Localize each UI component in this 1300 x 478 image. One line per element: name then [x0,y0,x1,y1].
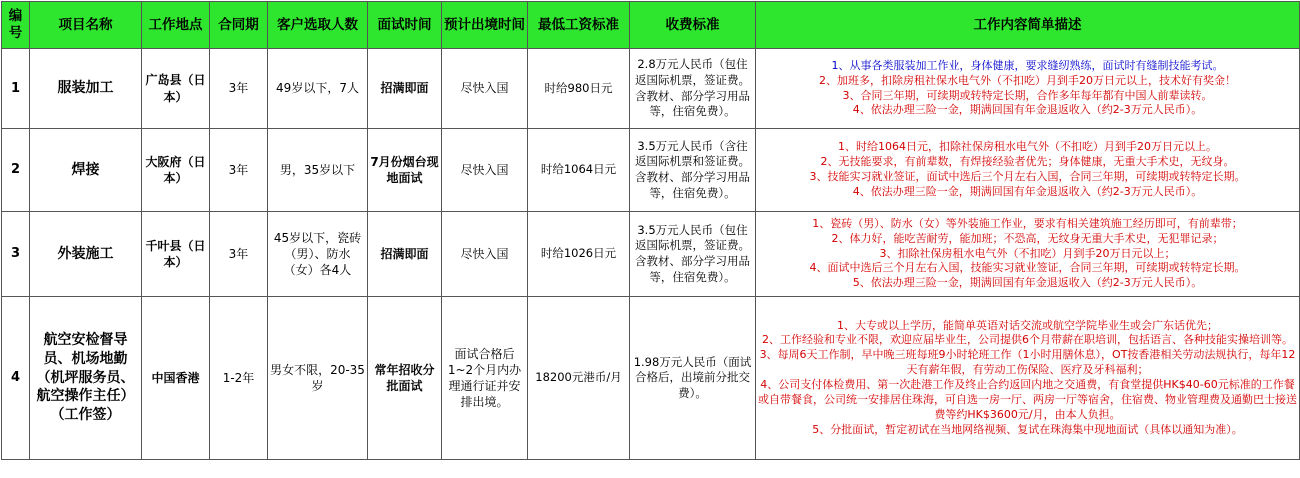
description-line: 3、技能实习就业签证，面试中选后三个月左右入国，合同三年期，可续期或转特定长期。 [809,170,1246,183]
description-line: 3、合同三年期，可续期或转特定长期，合作多年每年都有中国人前辈读转。 [842,88,1213,102]
description-line: 1、瓷砖（男）、防水（女）等外装施工作业，要求有相关建筑施工经历即可，有前辈带； [812,216,1243,230]
header-description: 工作内容简单描述 [756,2,1300,49]
description-line: 4、依法办理三险一金，期满回国有年金退返收入（约2-3万元人民币）。 [852,103,1203,117]
row-fee: 1.98万元人民币（面试合格后，出境前分批交费）。 [630,297,756,460]
description-line: 2、工作经验和专业不限，欢迎应届毕业生，公司提供6个月带薪在职培训，包括语言、各种技能实操培训等。 [762,333,1293,347]
row-description [756,297,1300,460]
row-no: 4 [2,297,30,460]
row-description [756,129,1300,212]
row-selection: 45岁以下，瓷砖（男）、防水（女）各4人 [268,212,368,297]
description-line: 3、扣除社保房租水电气外（不扣吃）月到手20万日元以上； [879,246,1176,260]
row-contract: 1-2年 [210,297,268,460]
row-selection: 49岁以下，7人 [268,49,368,129]
row-interview: 招满即面 [368,212,442,297]
description-line: 3、每周6天工作制，早中晚三班每班9小时轮班工作（1小时用膳休息），OT按香港相关劳动法规执行，每年12天有薪年假，有劳动工伤保险、医疗及牙科福利； [759,348,1296,377]
header-fee: 收费标准 [630,2,756,49]
row-selection: 男，35岁以下 [268,129,368,212]
table-row [2,297,1300,460]
row-departure: 尽快入国 [442,49,528,129]
header-row [2,2,1300,49]
row-project: 服装加工 [30,49,142,129]
table-row [2,212,1300,297]
row-wage: 时给980日元 [528,49,630,129]
row-project: 焊接 [30,129,142,212]
row-wage: 18200元港币/月 [528,297,630,460]
row-wage: 时给1064日元 [528,129,630,212]
row-contract: 3年 [210,49,268,129]
row-location: 千叶县（日本） [142,212,210,297]
row-departure: 尽快入国 [442,129,528,212]
row-contract: 3年 [210,212,268,297]
header-departure: 预计出境时间 [442,2,528,49]
row-interview: 7月份烟台现地面试 [368,129,442,212]
row-description [756,212,1300,297]
row-project: 外装施工 [30,212,142,297]
row-interview: 常年招收分批面试 [368,297,442,460]
header-contract: 合同期 [210,2,268,49]
row-interview: 招满即面 [368,49,442,129]
header-wage: 最低工资标准 [528,2,630,49]
description-line: 1、从事各类服装加工作业，身体健康，要求缝纫熟练，面试时有缝制技能考试。 [831,58,1224,72]
description-line: 5、分批面试，暂定初试在当地网络视频、复试在珠海集中现地面试（具体以通知为准）。 [812,422,1243,436]
row-project: 航空安检督导员、机场地勤（机坪服务员、航空操作主任）（工作签） [30,297,142,460]
row-description [756,49,1300,129]
row-location: 广岛县（日本） [142,49,210,129]
row-location: 中国香港 [142,297,210,460]
row-contract: 3年 [210,129,268,212]
description-line: 4、面试中选后三个月左右入国，技能实习就业签证，合同三年期，可续期或转特定长期。 [809,261,1246,275]
description-line: 2、体力好，能吃苦耐劳，能加班；不恐高，无纹身无重大手术史，无犯罪记录； [831,231,1224,245]
row-departure: 尽快入国 [442,212,528,297]
header-interview: 面试时间 [368,2,442,49]
header-no: 编号 [2,2,30,49]
header-selection: 客户选取人数 [268,2,368,49]
description-line: 4、依法办理三险一金，期满回国有年金退返收入（约2-3万元人民币）。 [852,184,1203,198]
row-wage: 时给1026日元 [528,212,630,297]
job-listing-table [1,1,1300,460]
row-fee: 3.5万元人民币（含往返国际机票和签证费。含教材、部分学习用品等，住宿免费）。 [630,129,756,212]
description-line: 2、加班多，扣除房租社保水电气外（不扣吃）月到手20万日元以上，技术好有奖金！ [819,73,1236,87]
row-selection: 男女不限，20-35岁 [268,297,368,460]
table-row [2,49,1300,129]
table-row [2,129,1300,212]
row-fee: 3.5万元人民币（包住返国际机票，签证费。含教材、部分学习用品等，住宿免费）。 [630,212,756,297]
description-line: 1、时给1064日元，扣除社保房租水电气外（不扣吃）月到手20万日元以上。 [838,140,1217,154]
description-line: 5、依法办理三险一金，期满回国有年金退返收入（约2-3万元人民币）。 [852,276,1203,290]
row-no: 1 [2,49,30,129]
row-fee: 2.8万元人民币（包住返国际机票，签证费。含教材、部分学习用品等，住宿免费）。 [630,49,756,129]
description-line: 2、无技能要求，有前辈数，有焊接经验者优先；身体健康，无重大手术史，无纹身。 [820,155,1235,169]
description-line: 1、大专或以上学历，能简单英语对话交流或航空学院毕业生或会广东话优先； [837,318,1218,332]
row-location: 大阪府（日本） [142,129,210,212]
row-no: 3 [2,212,30,297]
description-line: 4、公司支付体检费用、第一次赴港工作及终止合约返回内地之交通费，有食堂提供HK$40-60元标准的工作餐或自带餐食，公司统一安排居住珠海，可自选一房一厅、两房一厅等宿舍，住宿费、物业管理费及通勤巴士接送费等约HK$3600元/月，由本人负担。 [758,378,1297,421]
row-no: 2 [2,129,30,212]
header-location: 工作地点 [142,2,210,49]
row-departure: 面试合格后1~2个月内办理通行证并安排出境。 [442,297,528,460]
header-project: 项目名称 [30,2,142,49]
